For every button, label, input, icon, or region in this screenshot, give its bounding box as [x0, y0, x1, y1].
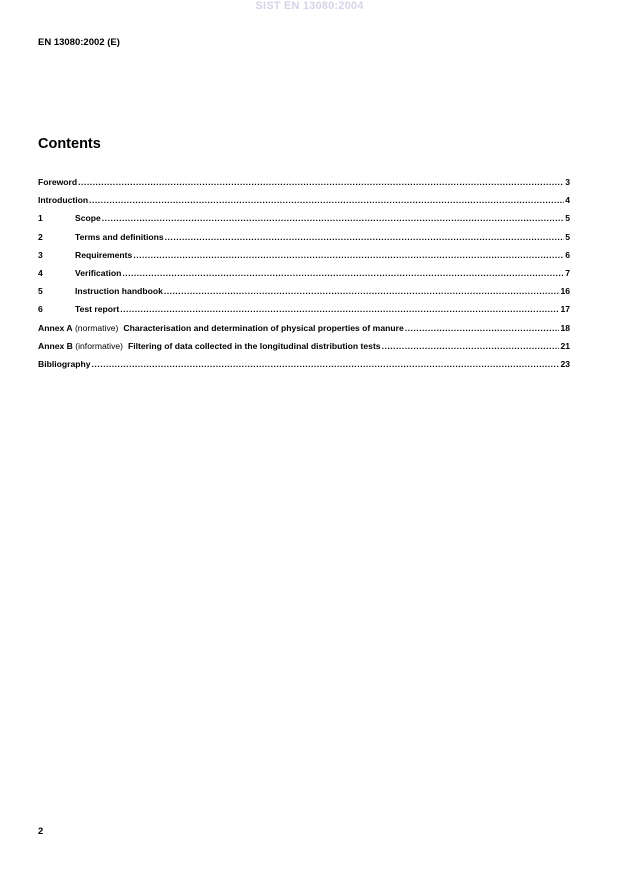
toc-leader [89, 195, 564, 205]
annex-label: Annex A [38, 322, 73, 333]
annex-title: Filtering of data collected in the longitudinal distribution tests [128, 340, 381, 351]
annex-kind: (normative) [74, 322, 119, 333]
toc-number: 4 [38, 267, 43, 278]
toc-entry-foreword[interactable] [38, 177, 570, 195]
toc-number: 1 [38, 213, 43, 224]
toc-leader [92, 359, 560, 369]
toc-label: Scope [75, 213, 101, 224]
table-of-contents [38, 177, 570, 377]
toc-page: 21 [560, 340, 570, 351]
toc-page: 3 [565, 177, 570, 187]
toc-page: 7 [565, 267, 570, 278]
toc-leader [382, 341, 560, 351]
toc-page: 16 [560, 286, 570, 297]
toc-entry-bibliography[interactable] [38, 359, 570, 377]
toc-entry-annex-a[interactable] [38, 323, 570, 341]
toc-label: Foreword [38, 177, 78, 187]
toc-entry-instruction-handbook[interactable] [38, 286, 570, 304]
contents-title: Contents [38, 136, 101, 152]
toc-leader [78, 177, 564, 187]
toc-entry-terms-and-definitions[interactable] [38, 232, 570, 250]
toc-label: Terms and definitions [75, 231, 164, 242]
document-header: EN 13080:2002 (E) [38, 37, 120, 48]
page-number: 2 [38, 826, 44, 837]
toc-label: Bibliography [38, 358, 91, 369]
toc-leader [405, 323, 560, 333]
toc-leader [165, 232, 565, 242]
toc-label: Introduction [38, 195, 89, 206]
toc-page: 4 [565, 195, 570, 206]
toc-page: 18 [560, 322, 570, 333]
toc-page: 5 [565, 213, 570, 224]
toc-entry-scope[interactable] [38, 213, 570, 231]
toc-leader [122, 268, 564, 278]
toc-leader [164, 286, 560, 296]
toc-label: Test report [75, 304, 120, 315]
toc-number: 6 [38, 304, 43, 315]
toc-entry-test-report[interactable] [38, 304, 570, 322]
watermark: SIST EN 13080:2004 [255, 0, 364, 12]
toc-entry-annex-b[interactable] [38, 341, 570, 359]
toc-entry-requirements[interactable] [38, 250, 570, 268]
toc-entry-verification[interactable] [38, 268, 570, 286]
annex-kind: (informative) [75, 340, 124, 351]
toc-number: 2 [38, 231, 43, 242]
toc-label: Instruction handbook [75, 286, 163, 297]
toc-entry-introduction[interactable] [38, 195, 570, 213]
annex-label: Annex B [38, 340, 73, 351]
toc-page: 17 [560, 304, 570, 315]
annex-title: Characterisation and determination of physical properties of manure [123, 322, 404, 333]
toc-number: 5 [38, 286, 43, 297]
toc-leader [120, 304, 559, 314]
toc-page: 23 [560, 358, 570, 369]
toc-label: Verification [75, 267, 122, 278]
toc-number: 3 [38, 249, 43, 260]
toc-leader [102, 213, 564, 223]
toc-page: 6 [565, 249, 570, 260]
toc-label: Requirements [75, 249, 133, 260]
toc-leader [133, 250, 564, 260]
toc-page: 5 [565, 231, 570, 242]
